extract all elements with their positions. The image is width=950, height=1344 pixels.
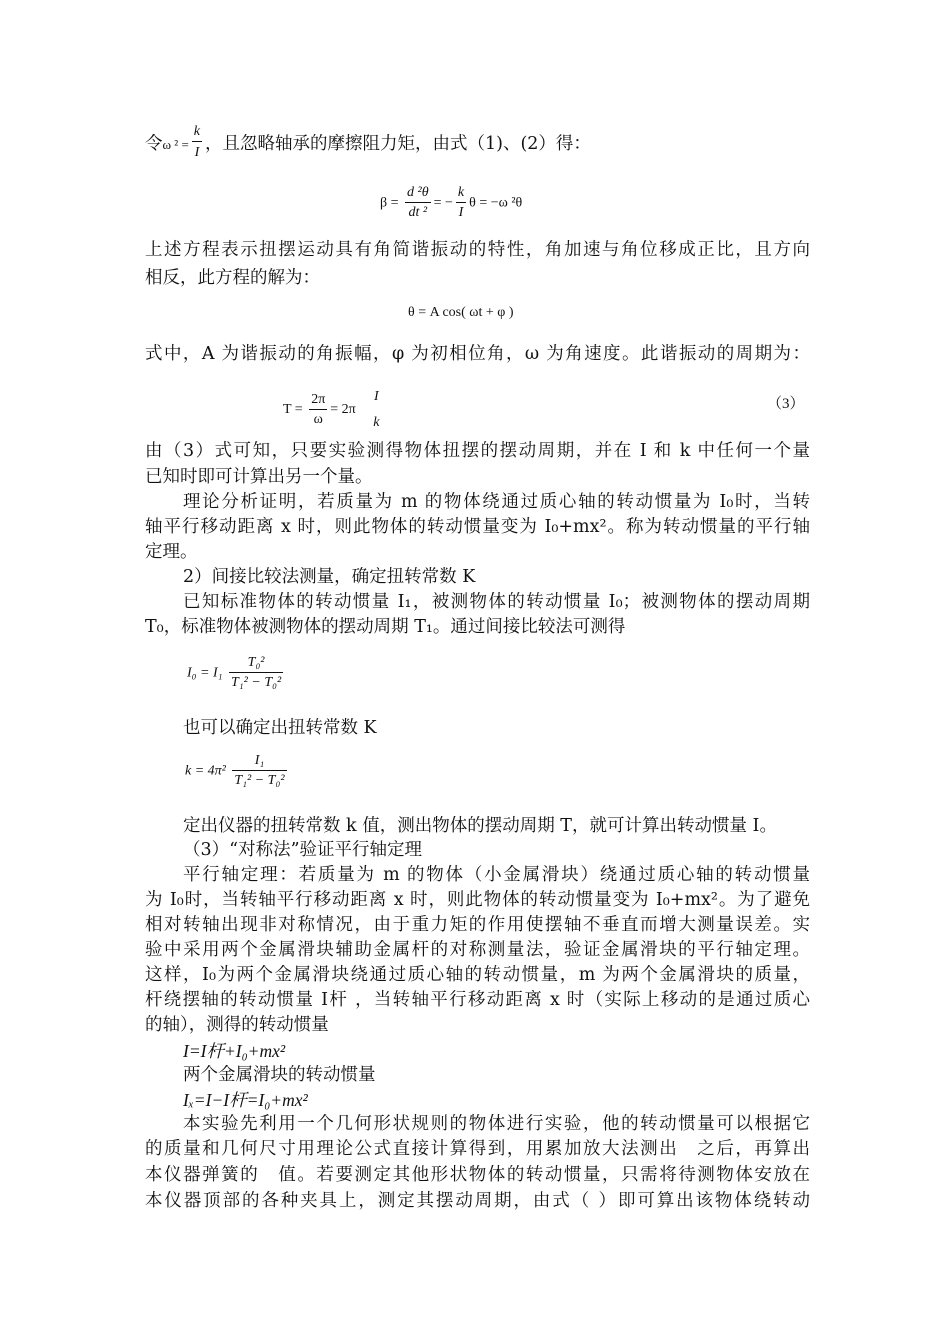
k-lhs: k = 4π² bbox=[185, 763, 226, 779]
paragraph-parallel-line7: 的轴），测得的转动惯量 bbox=[145, 1015, 329, 1035]
paragraph-parallel-line2: 为 I₀时，当转轴平行移动距离 x 时，则此物体的转动惯量变为 I₀+mx²。为了避免 bbox=[145, 890, 810, 910]
beta-lhs: β = bbox=[380, 195, 399, 211]
paragraph-parallel-line3: 相对转轴出现非对称情况，由于重力矩的作用使摆轴不垂直而增大测量误差。实 bbox=[145, 915, 810, 935]
fraction-denominator: I bbox=[194, 145, 200, 160]
paragraph-experiment-line3: 本仪器弹簧的 值。若要测定其他形状物体的转动惯量，只需将待测物体安放在 bbox=[145, 1165, 810, 1185]
intro-line bbox=[145, 124, 810, 165]
theta-solution-equation: θ = A cos( ωt + φ ) bbox=[408, 305, 514, 320]
heading-symmetric-method: （3）“对称法”验证平行轴定理 bbox=[183, 840, 423, 860]
paragraph-parallel-line1: 平行轴定理：若质量为 m 的物体（小金属滑块）绕通过质心轴的转动惯量 bbox=[183, 865, 810, 885]
T0-fraction: $\frac{\text{T₀²}}{\text{T₁² − T₀²}}$ bbox=[231, 655, 282, 690]
paragraph-where: 式中，A 为谐振动的角振幅，φ 为初相位角，ω 为角速度。此谐振动的周期为： bbox=[145, 344, 810, 364]
I1-fraction: $\frac{\text{I₁}}{\text{T₁² − T₀²}}$ bbox=[234, 753, 285, 788]
period-equation bbox=[283, 384, 379, 436]
d2theta-dt2-fraction: $\frac{\text{d ²θ}}{\text{dt ²}}$ bbox=[407, 185, 429, 220]
beta-equation bbox=[380, 184, 522, 223]
equation-I-total: I=I杆+I₀+mx² bbox=[183, 1041, 286, 1061]
heading-indirect-comparison: 2）间接比较法测量，确定扭转常数 K bbox=[183, 567, 476, 587]
text-also-k: 也可以确定出扭转常数 K bbox=[183, 718, 377, 738]
paragraph-from3-line1: 由（3）式可知，只要实验测得物体扭摆的摆动周期，并在 I 和 k 中任何一个量 bbox=[145, 441, 810, 461]
paragraph-theory-line2: 轴平行移动距离 x 时，则此物体的转动惯量变为 I₀+mx²。称为转动惯量的平行轴 bbox=[145, 517, 810, 537]
intro-suffix: ，且忽略轴承的摩擦阻力矩，由式（1)、(2）得： bbox=[205, 134, 591, 154]
I0-equation bbox=[187, 654, 286, 693]
k-over-I-fraction-2: $\frac{k}{I}$ bbox=[457, 185, 465, 220]
paragraph-shm-line1: 上述方程表示扭摆运动具有角简谐振动的特性，角加速与角位移成正比，且方向 bbox=[145, 240, 810, 260]
paragraph-shm-line2: 相反，此方程的解为： bbox=[145, 268, 320, 288]
beta-minus: = − bbox=[433, 195, 453, 211]
beta-rhs: θ = −ω ²θ bbox=[469, 195, 523, 211]
paragraph-experiment-line4: 本仪器顶部的各种夹具上，测定其摆动周期，由式（ ）即可算出该物体绕转动 bbox=[145, 1191, 810, 1211]
k-equation bbox=[185, 752, 290, 791]
paragraph-parallel-line5: 这样，I₀为两个金属滑块绕通过质心轴的转动惯量，m 为两个金属滑块的质量， bbox=[145, 965, 810, 985]
period-lhs: T = bbox=[283, 402, 303, 418]
I0-lhs: I₀ = I₁ bbox=[187, 665, 223, 681]
paragraph-known-line2: T₀，标准物体被测物体的摆动周期 T₁。通过间接比较法可测得 bbox=[145, 617, 626, 637]
intro-prefix: 令 bbox=[145, 134, 163, 154]
period-2pi: = 2π bbox=[330, 402, 356, 418]
text-determine: 定出仪器的扭转常数 k 值，测出物体的摆动周期 T，就可计算出转动惯量 I。 bbox=[183, 816, 777, 836]
fraction-numerator: k bbox=[192, 122, 202, 142]
sqrt-I-over-k: I k bbox=[373, 389, 380, 430]
paragraph-theory-line3: 定理。 bbox=[145, 542, 198, 562]
paragraph-known-line1: 已知标准物体的转动惯量 I₁，被测物体的转动惯量 I₀；被测物体的摆动周期 bbox=[183, 592, 810, 612]
paragraph-theory-line1: 理论分析证明，若质量为 m 的物体绕通过质心轴的转动惯量为 I₀时，当转 bbox=[183, 492, 810, 512]
equation-Ix: Iₓ=I−I杆=I₀+mx² bbox=[183, 1090, 308, 1110]
2pi-over-omega-fraction: $\frac{2\pi}{\omega}$ bbox=[311, 391, 326, 427]
omega-squared: ω ² = bbox=[162, 137, 189, 152]
paragraph-parallel-line4: 验中采用两个金属滑块辅助金属杆的对称测量法，验证金属滑块的平行轴定理。 bbox=[145, 940, 810, 960]
paragraph-experiment-line2: 的质量和几何尺寸用理论公式直接计算得到，用累加放大法测出 之后，再算出 bbox=[145, 1139, 810, 1159]
paragraph-parallel-line6: 杆绕摆轴的转动惯量 I杆 ，当转轴平行移动距离 x 时（实际上移动的是通过质心 bbox=[145, 990, 810, 1010]
text-two-blocks: 两个金属滑块的转动惯量 bbox=[183, 1065, 376, 1085]
paragraph-from3-line2: 已知时即可计算出另一个量。 bbox=[145, 467, 373, 487]
equation-number-3: （3） bbox=[767, 396, 805, 412]
paragraph-experiment-line1: 本实验先利用一个几何形状规则的物体进行实验，他的转动惯量可以根据它 bbox=[183, 1114, 810, 1134]
k-over-I-fraction bbox=[192, 122, 202, 163]
